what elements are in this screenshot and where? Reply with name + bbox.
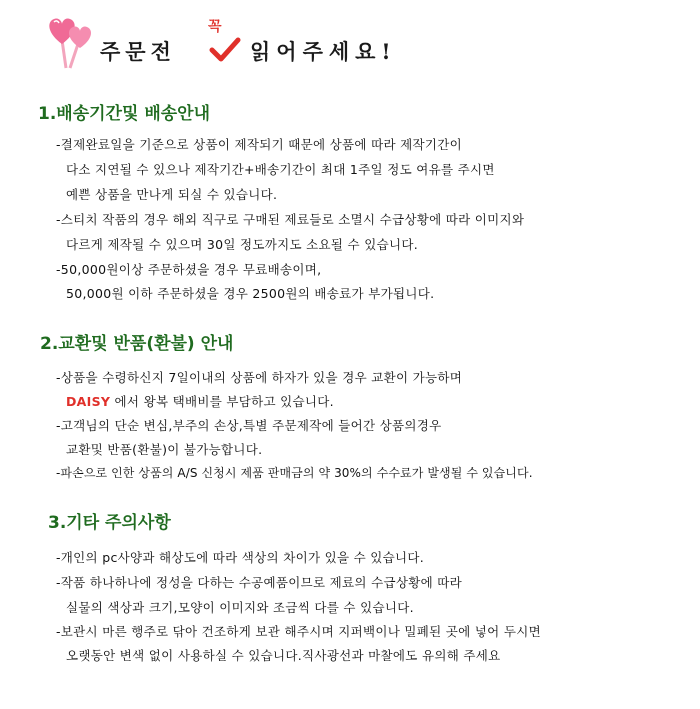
brand-name: DAISY <box>66 394 111 409</box>
title-emphasis: 꼭 <box>208 19 222 35</box>
title-part1: 주문전 <box>100 39 176 64</box>
section-line: -보관시 마른 행주로 닦아 건조하게 보관 해주시며 지퍼백이나 밀폐된 곳에 넣어 두시면 <box>56 624 541 639</box>
section-line: -작품 하나하나에 정성을 다하는 수공예품이므로 제료의 수급상황에 따라 <box>56 575 462 590</box>
section-line: -상품을 수령하신지 7일이내의 상품에 하자가 있을 경우 교환이 가능하며 <box>56 370 463 385</box>
check-icon <box>208 34 242 64</box>
section-line: 다소 지연될 수 있으나 제작기간+배송기간이 최대 1주일 정도 여유를 주시면 <box>66 162 495 177</box>
section-line: 다르게 제작될 수 있으며 30일 정도까지도 소요될 수 있습니다. <box>66 237 418 252</box>
section-line: -50,000원이상 주문하셨을 경우 무료배송이며, <box>56 262 322 277</box>
section-line: 실물의 색상과 크기,모양이 이미지와 조금씩 다를 수 있습니다. <box>66 600 414 615</box>
section-line: 교환및 반품(환불)이 불가능합니다. <box>66 442 263 457</box>
title-part2: 읽어주세요! <box>250 39 397 64</box>
section-title-shipping: 1.배송기간및 배송안내 <box>38 104 211 124</box>
section-title-notice: 3.기타 주의사항 <box>48 513 171 533</box>
section-line: 오랫동안 변색 없이 사용하실 수 있습니다.직사광선과 마찰에도 유의해 주세요 <box>66 648 501 663</box>
section-line-text: 에서 왕복 택배비를 부담하고 있습니다. <box>114 394 334 409</box>
hearts-icon <box>44 14 98 72</box>
section-line-brand <box>66 392 334 410</box>
section-line: -개인의 pc사양과 해상도에 따라 색상의 차이가 있을 수 있습니다. <box>56 550 425 565</box>
page-header <box>44 14 464 74</box>
section-line: -파손으로 인한 상품의 A/S 신청시 제품 판매금의 약 30%의 수수료가 발생될 수 있습니다. <box>56 466 533 480</box>
section-line: -결제완료일을 기준으로 상품이 제작되기 때문에 상품에 따라 제작기간이 <box>56 137 462 152</box>
section-line: -스티치 작품의 경우 해외 직구로 구매된 제료들로 소멸시 수급상황에 따라 이미지와 <box>56 212 525 227</box>
section-title-exchange: 2.교환및 반품(환불) 안내 <box>40 334 234 354</box>
section-line: 50,000원 이하 주문하셨을 경우 2500원의 배송료가 부가됩니다. <box>66 286 435 301</box>
section-line: 예쁜 상품을 만나게 되실 수 있습니다. <box>66 187 278 202</box>
section-line: -고객님의 단순 변심,부주의 손상,특별 주문제작에 들어간 상품의경우 <box>56 418 442 433</box>
